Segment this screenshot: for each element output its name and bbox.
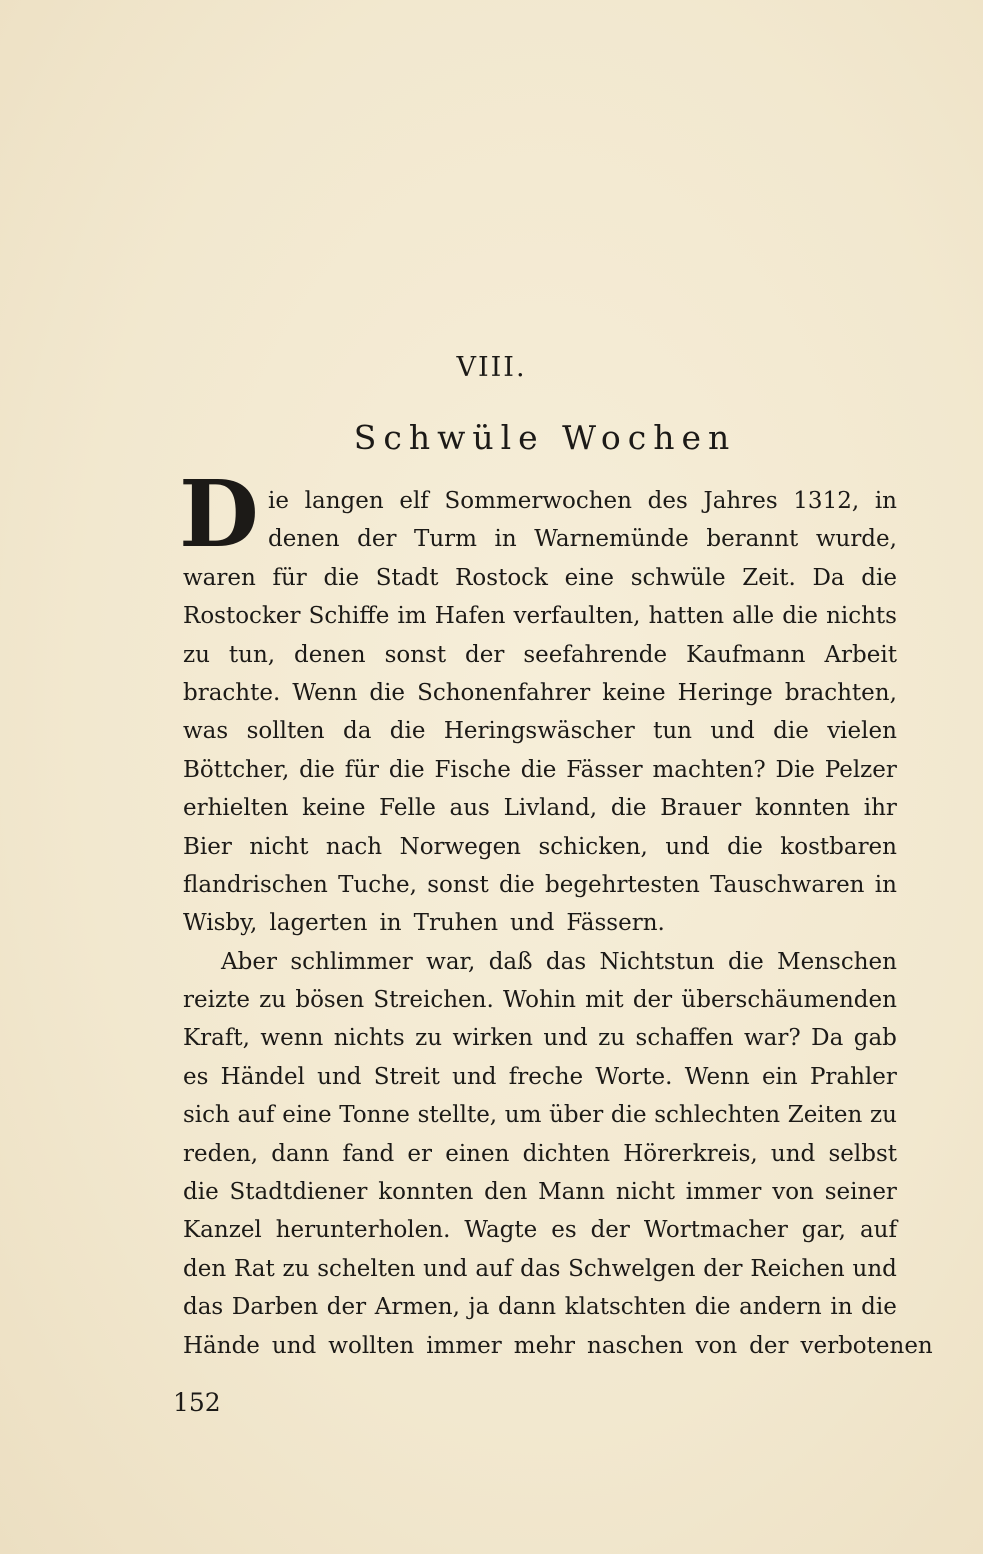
text-line: Böttcher, die für die Fische die Fässer machten? Die Pelzer	[183, 756, 897, 783]
text-line: Aber schlimmer war, daß das Nichtstun die Menschen	[221, 948, 897, 975]
text-line: Kanzel herunterholen. Wagte es der Wortmacher gar, auf	[183, 1217, 897, 1244]
text-line: erhielten keine Felle aus Livland, die Brauer konnten ihr	[183, 795, 897, 822]
text-line: Rostocker Schiffe im Hafen verfaulten, hatten alle die nichts	[183, 603, 897, 630]
text-line: reizte zu bösen Streichen. Wohin mit der überschäumenden	[183, 987, 897, 1014]
text-line: Bier nicht nach Norwegen schicken, und die kostbaren	[183, 833, 897, 860]
text-line: Kraft, wenn nichts zu wirken und zu schaffen war? Da gab	[183, 1025, 897, 1052]
text-line: waren für die Stadt Rostock eine schwüle Zeit. Da die	[183, 564, 897, 591]
text-line: denen der Turm in Warnemünde berannt wurde,	[268, 526, 897, 553]
text-line: sich auf eine Tonne stellte, um über die schlechten Zeiten zu	[183, 1102, 897, 1129]
chapter-number: VIII.	[456, 352, 527, 383]
text-line: das Darben der Armen, ja dann klatschten die andern in die	[183, 1294, 897, 1321]
text-line: zu tun, denen sonst der seefahrende Kaufmann Arbeit	[183, 641, 897, 668]
paragraph-1	[183, 482, 897, 943]
drop-cap: D	[179, 460, 259, 568]
text-line: was sollten da die Heringswäscher tun und die vielen	[183, 718, 897, 745]
text-line: brachte. Wenn die Schonenfahrer keine Heringe brachten,	[183, 679, 897, 706]
text-line: es Händel und Streit und freche Worte. Wenn ein Prahler	[183, 1063, 897, 1090]
paragraph-2	[183, 943, 933, 1365]
page-number: 152	[173, 1388, 221, 1417]
text-line: Hände und wollten immer mehr naschen von der verbotenen	[183, 1332, 933, 1359]
text-line: flandrischen Tuche, sonst die begehrtesten Tauschwaren in	[183, 871, 897, 898]
text-line: reden, dann fand er einen dichten Hörerkreis, und selbst	[183, 1140, 897, 1167]
chapter-title: Schwüle Wochen	[353, 418, 737, 457]
text-line: Wisby, lagerten in Truhen und Fässern.	[183, 910, 665, 937]
text-line: ie langen elf Sommerwochen des Jahres 1312, in	[268, 488, 897, 514]
body-text	[179, 460, 933, 1365]
text-line: den Rat zu schelten und auf das Schwelgen der Reichen und	[183, 1255, 897, 1282]
text-line: die Stadtdiener konnten den Mann nicht immer von seiner	[183, 1179, 897, 1206]
